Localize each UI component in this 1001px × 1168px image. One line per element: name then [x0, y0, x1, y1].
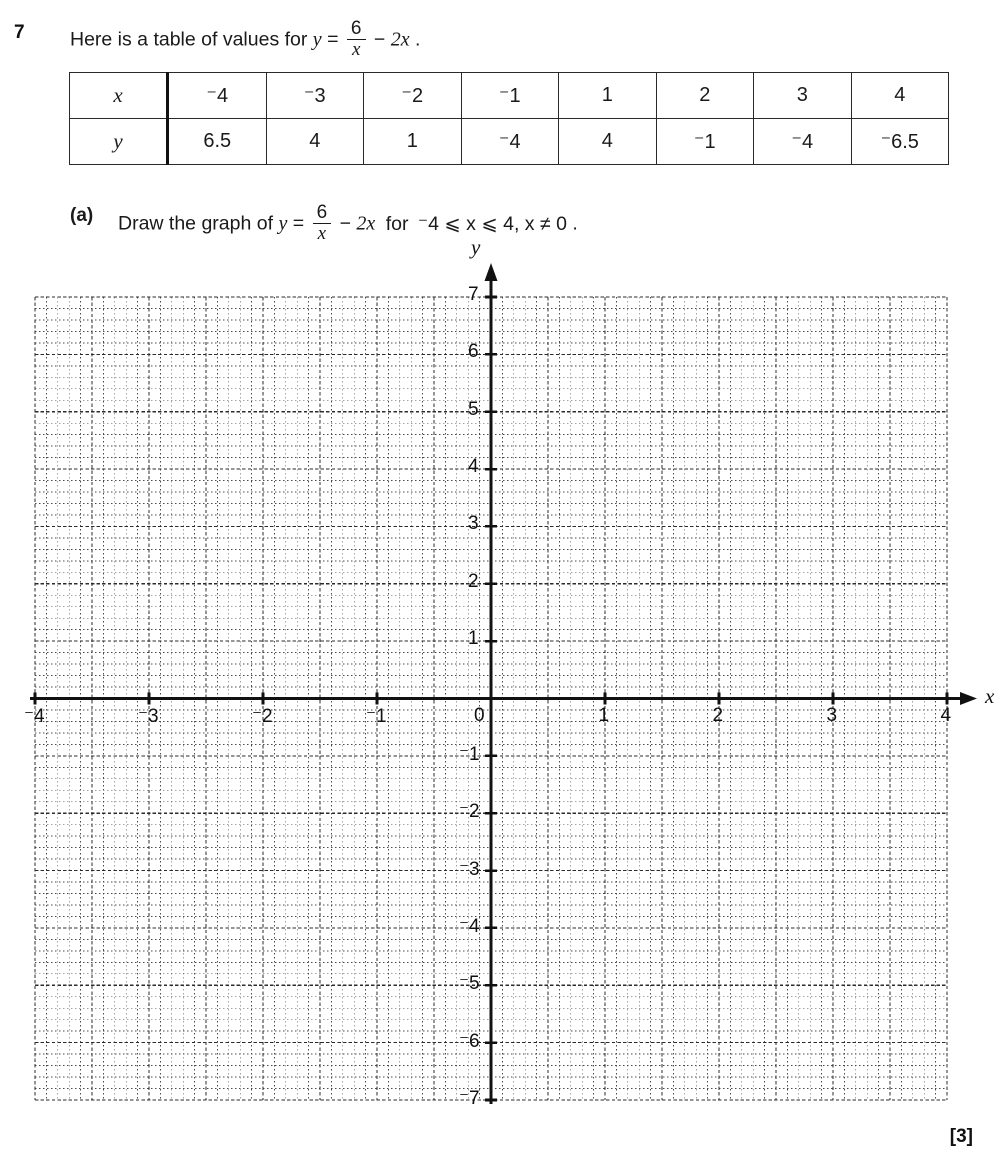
y-tick-label-9: ⁻3	[459, 858, 480, 880]
y-tick-label-13: ⁻7	[459, 1088, 480, 1109]
y-tick-label-2: 5	[468, 398, 479, 420]
part-a-equation-denominator: x	[313, 223, 332, 244]
equation-fraction	[347, 19, 366, 60]
question-stem	[70, 20, 420, 61]
part-a-equation-fraction	[313, 203, 332, 244]
graph-svg	[0, 250, 1001, 1130]
table-cell: ⁻2	[364, 73, 462, 119]
part-a-instruction: Draw the graph of	[118, 212, 274, 235]
y-tick-label-5: 2	[468, 570, 479, 592]
part-a-equation-numerator: 6	[316, 202, 328, 223]
y-tick-label-4: 3	[468, 513, 479, 535]
equation-lhs: y	[312, 28, 322, 51]
table-cell: 1	[364, 119, 462, 165]
marks-allocation: [3]	[949, 1126, 973, 1147]
x-tick-label-1: ⁻3	[138, 705, 159, 727]
part-a-domain: ⁻4 ⩽ x ⩽ 4, x ≠ 0	[417, 212, 567, 235]
part-a-equation-lhs: y	[278, 212, 288, 235]
equation-term: 2x	[390, 28, 410, 51]
y-tick-label-0: 7	[468, 284, 479, 305]
table-cell: ⁻1	[656, 119, 754, 165]
table-cell: 4	[851, 73, 949, 119]
part-a-for-text: for	[385, 212, 409, 235]
y-tick-label-1: 6	[468, 341, 479, 363]
table-row	[70, 73, 949, 119]
x-tick-label-8: 4	[940, 704, 952, 726]
equation-period: .	[415, 28, 421, 51]
table-cell: 4	[559, 119, 657, 165]
equation-minus: −	[373, 28, 386, 51]
equation-equals: =	[327, 28, 339, 51]
table-cell: ⁻6.5	[851, 119, 949, 165]
y-tick-label-6: 1	[468, 628, 479, 650]
graph-area[interactable]	[0, 235, 1001, 1130]
table-cell: 2	[656, 73, 754, 119]
x-tick-label-3: ⁻1	[366, 705, 387, 727]
table-row-label-y: y	[70, 119, 168, 165]
y-tick-label-11: ⁻5	[459, 973, 480, 995]
x-tick-label-4: 0	[474, 704, 485, 726]
part-a-equation-minus: −	[339, 212, 351, 235]
x-tick-label-6: 2	[712, 704, 724, 726]
table-cell: 6.5	[168, 119, 267, 165]
y-tick-label-10: ⁻4	[459, 915, 480, 937]
question-number: 7	[14, 22, 25, 43]
y-tick-label-12: ⁻6	[459, 1030, 480, 1052]
y-tick-label-7: ⁻1	[459, 743, 480, 765]
x-tick-label-0: ⁻4	[24, 705, 45, 727]
table-cell: ⁻4	[168, 73, 267, 119]
x-tick-label-2: ⁻2	[252, 705, 273, 727]
table-cell: ⁻1	[461, 73, 559, 119]
y-tick-label-8: ⁻2	[459, 801, 480, 823]
x-axis-label: x	[985, 683, 995, 708]
table-row-label-x: x	[70, 73, 168, 119]
part-a-text	[118, 204, 578, 245]
table-cell: ⁻4	[754, 119, 852, 165]
y-tick-label-3: 4	[468, 456, 479, 478]
table-cell: 3	[754, 73, 852, 119]
x-tick-label-7: 3	[826, 704, 838, 726]
equation-denominator: x	[347, 39, 366, 60]
equation-numerator: 6	[350, 18, 362, 39]
part-a-equation-equals: =	[292, 212, 305, 235]
table-cell: 1	[559, 73, 657, 119]
table-row	[70, 119, 949, 165]
table-cell: 4	[266, 119, 364, 165]
x-tick-label-5: 1	[598, 704, 610, 726]
y-axis-label: y	[471, 235, 481, 259]
table-cell: ⁻3	[266, 73, 364, 119]
part-a-equation-term: 2x	[356, 212, 376, 235]
values-table	[69, 72, 949, 165]
part-a-label: (a)	[70, 205, 94, 226]
part-a-period: .	[572, 212, 578, 235]
question-stem-text: Here is a table of values for	[70, 28, 308, 51]
table-cell: ⁻4	[461, 119, 559, 165]
